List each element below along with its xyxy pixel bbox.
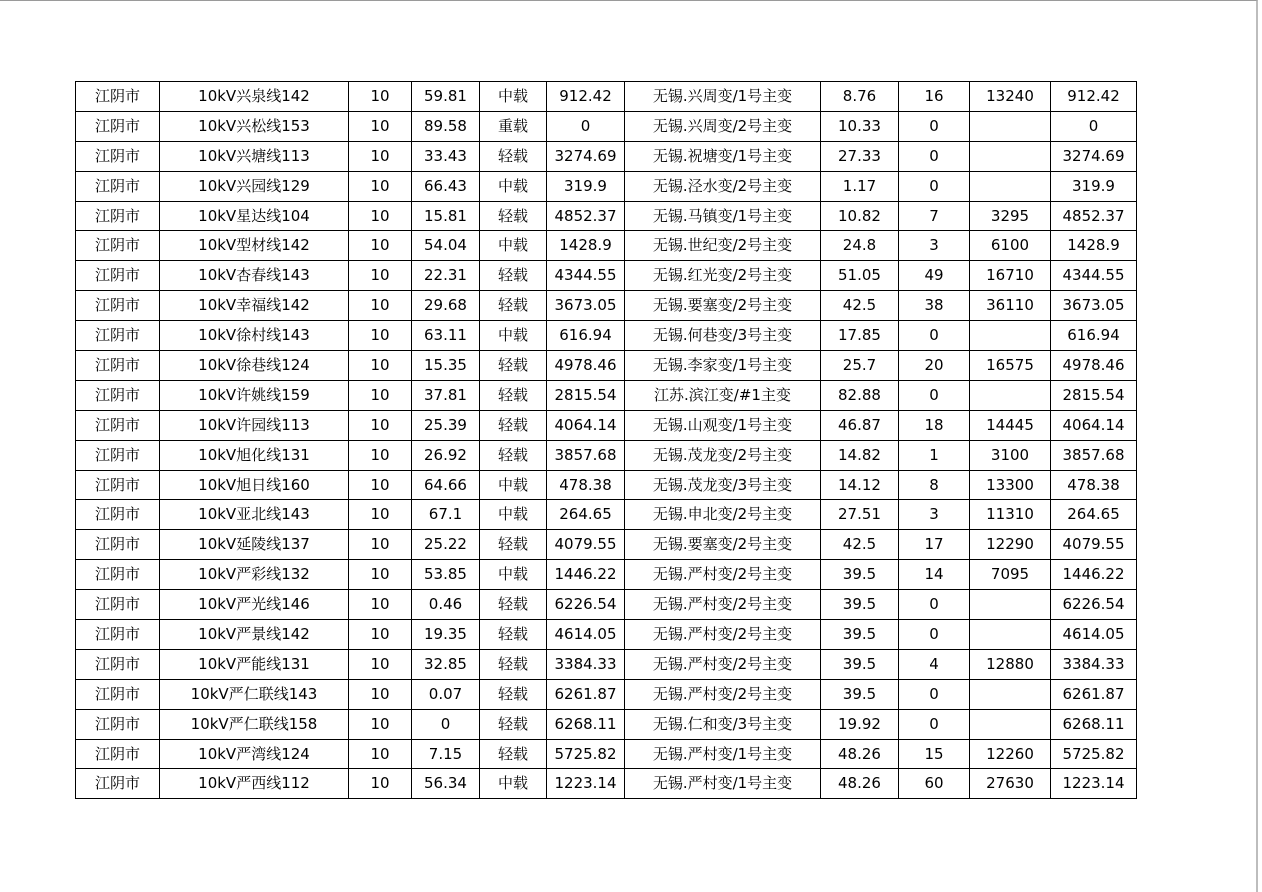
- count-cell: 0: [899, 620, 970, 650]
- line-name-cell: 10kV星达线104: [160, 201, 349, 231]
- transformer-cell: 无锡.茂龙变/3号主变: [625, 470, 821, 500]
- margin-cell: 1446.22: [1051, 560, 1137, 590]
- load-level-cell: 中载: [480, 560, 547, 590]
- load-level-cell: 中载: [480, 82, 547, 112]
- margin-cell: 6268.11: [1051, 709, 1137, 739]
- line-name-cell: 10kV许园线113: [160, 410, 349, 440]
- voltage-cell: 10: [349, 590, 412, 620]
- line-name-cell: 10kV型材线142: [160, 231, 349, 261]
- count-cell: 0: [899, 111, 970, 141]
- voltage-cell: 10: [349, 769, 412, 799]
- available-capacity-cell: 4079.55: [547, 530, 625, 560]
- transformer-load-cell: 46.87: [821, 410, 899, 440]
- count-cell: 14: [899, 560, 970, 590]
- available-capacity-cell: 912.42: [547, 82, 625, 112]
- count-cell: 0: [899, 141, 970, 171]
- load-rate-cell: 0.07: [412, 679, 480, 709]
- line-name-cell: 10kV徐村线143: [160, 321, 349, 351]
- table-body: [76, 82, 1137, 799]
- voltage-cell: 10: [349, 739, 412, 769]
- table-row: [76, 679, 1137, 709]
- load-rate-cell: 25.39: [412, 410, 480, 440]
- table-row: [76, 620, 1137, 650]
- available-capacity-cell: 0: [547, 111, 625, 141]
- table-row: [76, 351, 1137, 381]
- transformer-cell: 无锡.祝塘变/1号主变: [625, 141, 821, 171]
- load-rate-cell: 15.35: [412, 351, 480, 381]
- line-name-cell: 10kV徐巷线124: [160, 351, 349, 381]
- capacity-cell: 12260: [970, 739, 1051, 769]
- line-name-cell: 10kV旭日线160: [160, 470, 349, 500]
- load-level-cell: 轻载: [480, 410, 547, 440]
- margin-cell: 4614.05: [1051, 620, 1137, 650]
- city-cell: 江阴市: [76, 769, 160, 799]
- load-rate-cell: 7.15: [412, 739, 480, 769]
- city-cell: 江阴市: [76, 470, 160, 500]
- capacity-cell: 13300: [970, 470, 1051, 500]
- table-row: [76, 82, 1137, 112]
- available-capacity-cell: 4064.14: [547, 410, 625, 440]
- line-name-cell: 10kV幸福线142: [160, 291, 349, 321]
- load-level-cell: 轻载: [480, 679, 547, 709]
- count-cell: 0: [899, 321, 970, 351]
- available-capacity-cell: 1446.22: [547, 560, 625, 590]
- capacity-cell: 27630: [970, 769, 1051, 799]
- transformer-cell: 无锡.要塞变/2号主变: [625, 291, 821, 321]
- transformer-load-cell: 82.88: [821, 380, 899, 410]
- load-level-cell: 轻载: [480, 649, 547, 679]
- city-cell: 江阴市: [76, 351, 160, 381]
- load-rate-cell: 0.46: [412, 590, 480, 620]
- load-rate-cell: 33.43: [412, 141, 480, 171]
- load-level-cell: 中载: [480, 231, 547, 261]
- margin-cell: 4852.37: [1051, 201, 1137, 231]
- margin-cell: 4079.55: [1051, 530, 1137, 560]
- load-rate-cell: 67.1: [412, 500, 480, 530]
- margin-cell: 4978.46: [1051, 351, 1137, 381]
- line-name-cell: 10kV严彩线132: [160, 560, 349, 590]
- table-row: [76, 470, 1137, 500]
- available-capacity-cell: 4614.05: [547, 620, 625, 650]
- city-cell: 江阴市: [76, 500, 160, 530]
- count-cell: 1: [899, 440, 970, 470]
- transformer-load-cell: 8.76: [821, 82, 899, 112]
- load-rate-cell: 29.68: [412, 291, 480, 321]
- voltage-cell: 10: [349, 201, 412, 231]
- table-row: [76, 530, 1137, 560]
- transformer-cell: 无锡.世纪变/2号主变: [625, 231, 821, 261]
- city-cell: 江阴市: [76, 440, 160, 470]
- load-rate-cell: 64.66: [412, 470, 480, 500]
- count-cell: 8: [899, 470, 970, 500]
- load-level-cell: 轻载: [480, 141, 547, 171]
- transformer-load-cell: 27.51: [821, 500, 899, 530]
- available-capacity-cell: 4344.55: [547, 261, 625, 291]
- voltage-cell: 10: [349, 261, 412, 291]
- city-cell: 江阴市: [76, 679, 160, 709]
- capacity-cell: 16575: [970, 351, 1051, 381]
- transformer-load-cell: 27.33: [821, 141, 899, 171]
- voltage-cell: 10: [349, 709, 412, 739]
- capacity-cell: [970, 141, 1051, 171]
- table-row: [76, 410, 1137, 440]
- transformer-load-cell: 42.5: [821, 291, 899, 321]
- transformer-cell: 无锡.申北变/2号主变: [625, 500, 821, 530]
- load-rate-cell: 56.34: [412, 769, 480, 799]
- city-cell: 江阴市: [76, 590, 160, 620]
- transformer-load-cell: 39.5: [821, 590, 899, 620]
- count-cell: 20: [899, 351, 970, 381]
- count-cell: 3: [899, 231, 970, 261]
- city-cell: 江阴市: [76, 291, 160, 321]
- count-cell: 49: [899, 261, 970, 291]
- city-cell: 江阴市: [76, 739, 160, 769]
- load-rate-cell: 32.85: [412, 649, 480, 679]
- transformer-cell: 无锡.严村变/2号主变: [625, 620, 821, 650]
- count-cell: 60: [899, 769, 970, 799]
- line-name-cell: 10kV许姚线159: [160, 380, 349, 410]
- margin-cell: 6261.87: [1051, 679, 1137, 709]
- capacity-cell: 11310: [970, 500, 1051, 530]
- transformer-load-cell: 1.17: [821, 171, 899, 201]
- line-name-cell: 10kV兴泉线142: [160, 82, 349, 112]
- table-row: [76, 649, 1137, 679]
- transformer-cell: 无锡.严村变/2号主变: [625, 649, 821, 679]
- capacity-cell: 13240: [970, 82, 1051, 112]
- capacity-cell: [970, 679, 1051, 709]
- load-level-cell: 轻载: [480, 351, 547, 381]
- city-cell: 江阴市: [76, 380, 160, 410]
- city-cell: 江阴市: [76, 82, 160, 112]
- line-name-cell: 10kV亚北线143: [160, 500, 349, 530]
- count-cell: 0: [899, 679, 970, 709]
- transformer-cell: 无锡.泾水变/2号主变: [625, 171, 821, 201]
- margin-cell: 1428.9: [1051, 231, 1137, 261]
- load-level-cell: 轻载: [480, 739, 547, 769]
- transformer-cell: 无锡.严村变/1号主变: [625, 769, 821, 799]
- load-rate-cell: 26.92: [412, 440, 480, 470]
- transformer-load-cell: 48.26: [821, 769, 899, 799]
- margin-cell: 3673.05: [1051, 291, 1137, 321]
- transformer-cell: 无锡.茂龙变/2号主变: [625, 440, 821, 470]
- voltage-cell: 10: [349, 171, 412, 201]
- line-name-cell: 10kV严湾线124: [160, 739, 349, 769]
- city-cell: 江阴市: [76, 709, 160, 739]
- count-cell: 0: [899, 171, 970, 201]
- voltage-cell: 10: [349, 380, 412, 410]
- load-level-cell: 轻载: [480, 590, 547, 620]
- table-row: [76, 769, 1137, 799]
- count-cell: 3: [899, 500, 970, 530]
- voltage-cell: 10: [349, 560, 412, 590]
- line-name-cell: 10kV杏春线143: [160, 261, 349, 291]
- capacity-cell: 7095: [970, 560, 1051, 590]
- capacity-cell: 12290: [970, 530, 1051, 560]
- available-capacity-cell: 6268.11: [547, 709, 625, 739]
- margin-cell: 4064.14: [1051, 410, 1137, 440]
- load-level-cell: 轻载: [480, 291, 547, 321]
- transformer-load-cell: 14.12: [821, 470, 899, 500]
- voltage-cell: 10: [349, 649, 412, 679]
- margin-cell: 616.94: [1051, 321, 1137, 351]
- margin-cell: 4344.55: [1051, 261, 1137, 291]
- capacity-cell: [970, 620, 1051, 650]
- margin-cell: 6226.54: [1051, 590, 1137, 620]
- load-rate-cell: 63.11: [412, 321, 480, 351]
- load-level-cell: 轻载: [480, 440, 547, 470]
- transformer-load-cell: 14.82: [821, 440, 899, 470]
- transformer-load-cell: 19.92: [821, 709, 899, 739]
- transformer-cell: 江苏.滨江变/#1主变: [625, 380, 821, 410]
- capacity-cell: 3295: [970, 201, 1051, 231]
- available-capacity-cell: 1223.14: [547, 769, 625, 799]
- margin-cell: 2815.54: [1051, 380, 1137, 410]
- voltage-cell: 10: [349, 82, 412, 112]
- voltage-cell: 10: [349, 351, 412, 381]
- transformer-cell: 无锡.李家变/1号主变: [625, 351, 821, 381]
- table-row: [76, 321, 1137, 351]
- available-capacity-cell: 616.94: [547, 321, 625, 351]
- transformer-load-cell: 39.5: [821, 620, 899, 650]
- transformer-cell: 无锡.严村变/2号主变: [625, 560, 821, 590]
- available-capacity-cell: 4852.37: [547, 201, 625, 231]
- load-rate-cell: 15.81: [412, 201, 480, 231]
- city-cell: 江阴市: [76, 171, 160, 201]
- available-capacity-cell: 3857.68: [547, 440, 625, 470]
- transformer-cell: 无锡.严村变/2号主变: [625, 590, 821, 620]
- line-name-cell: 10kV兴松线153: [160, 111, 349, 141]
- load-rate-cell: 25.22: [412, 530, 480, 560]
- transformer-cell: 无锡.要塞变/2号主变: [625, 530, 821, 560]
- capacity-cell: [970, 709, 1051, 739]
- margin-cell: 319.9: [1051, 171, 1137, 201]
- margin-cell: 5725.82: [1051, 739, 1137, 769]
- table-row: [76, 111, 1137, 141]
- table-row: [76, 201, 1137, 231]
- city-cell: 江阴市: [76, 261, 160, 291]
- capacity-cell: 12880: [970, 649, 1051, 679]
- load-level-cell: 轻载: [480, 620, 547, 650]
- feeder-load-table: [75, 81, 1137, 799]
- capacity-cell: 14445: [970, 410, 1051, 440]
- table-row: [76, 590, 1137, 620]
- load-rate-cell: 37.81: [412, 380, 480, 410]
- transformer-load-cell: 39.5: [821, 679, 899, 709]
- voltage-cell: 10: [349, 620, 412, 650]
- table-row: [76, 380, 1137, 410]
- capacity-cell: [970, 590, 1051, 620]
- available-capacity-cell: 319.9: [547, 171, 625, 201]
- load-level-cell: 重载: [480, 111, 547, 141]
- load-rate-cell: 54.04: [412, 231, 480, 261]
- transformer-load-cell: 10.33: [821, 111, 899, 141]
- transformer-load-cell: 39.5: [821, 649, 899, 679]
- line-name-cell: 10kV严西线112: [160, 769, 349, 799]
- voltage-cell: 10: [349, 231, 412, 261]
- transformer-cell: 无锡.兴周变/1号主变: [625, 82, 821, 112]
- line-name-cell: 10kV兴塘线113: [160, 141, 349, 171]
- line-name-cell: 10kV旭化线131: [160, 440, 349, 470]
- available-capacity-cell: 2815.54: [547, 380, 625, 410]
- table-row: [76, 440, 1137, 470]
- table-row: [76, 231, 1137, 261]
- line-name-cell: 10kV严仁联线143: [160, 679, 349, 709]
- margin-cell: 3274.69: [1051, 141, 1137, 171]
- voltage-cell: 10: [349, 679, 412, 709]
- table-row: [76, 261, 1137, 291]
- city-cell: 江阴市: [76, 410, 160, 440]
- table-row: [76, 560, 1137, 590]
- transformer-load-cell: 25.7: [821, 351, 899, 381]
- available-capacity-cell: 5725.82: [547, 739, 625, 769]
- load-level-cell: 中载: [480, 171, 547, 201]
- load-rate-cell: 22.31: [412, 261, 480, 291]
- available-capacity-cell: 3384.33: [547, 649, 625, 679]
- transformer-load-cell: 10.82: [821, 201, 899, 231]
- capacity-cell: [970, 380, 1051, 410]
- margin-cell: 912.42: [1051, 82, 1137, 112]
- available-capacity-cell: 478.38: [547, 470, 625, 500]
- available-capacity-cell: 264.65: [547, 500, 625, 530]
- line-name-cell: 10kV严光线146: [160, 590, 349, 620]
- load-level-cell: 中载: [480, 321, 547, 351]
- transformer-cell: 无锡.仁和变/3号主变: [625, 709, 821, 739]
- margin-cell: 1223.14: [1051, 769, 1137, 799]
- load-rate-cell: 53.85: [412, 560, 480, 590]
- margin-cell: 3857.68: [1051, 440, 1137, 470]
- transformer-load-cell: 51.05: [821, 261, 899, 291]
- city-cell: 江阴市: [76, 620, 160, 650]
- load-level-cell: 中载: [480, 769, 547, 799]
- capacity-cell: 36110: [970, 291, 1051, 321]
- count-cell: 15: [899, 739, 970, 769]
- capacity-cell: [970, 111, 1051, 141]
- count-cell: 17: [899, 530, 970, 560]
- voltage-cell: 10: [349, 291, 412, 321]
- load-rate-cell: 59.81: [412, 82, 480, 112]
- load-level-cell: 中载: [480, 470, 547, 500]
- margin-cell: 478.38: [1051, 470, 1137, 500]
- load-level-cell: 轻载: [480, 380, 547, 410]
- voltage-cell: 10: [349, 530, 412, 560]
- transformer-cell: 无锡.何巷变/3号主变: [625, 321, 821, 351]
- load-level-cell: 轻载: [480, 201, 547, 231]
- city-cell: 江阴市: [76, 649, 160, 679]
- transformer-load-cell: 17.85: [821, 321, 899, 351]
- available-capacity-cell: 6226.54: [547, 590, 625, 620]
- city-cell: 江阴市: [76, 560, 160, 590]
- capacity-cell: [970, 171, 1051, 201]
- transformer-load-cell: 24.8: [821, 231, 899, 261]
- load-level-cell: 轻载: [480, 530, 547, 560]
- available-capacity-cell: 6261.87: [547, 679, 625, 709]
- city-cell: 江阴市: [76, 141, 160, 171]
- table-row: [76, 141, 1137, 171]
- transformer-cell: 无锡.兴周变/2号主变: [625, 111, 821, 141]
- transformer-cell: 无锡.山观变/1号主变: [625, 410, 821, 440]
- available-capacity-cell: 3274.69: [547, 141, 625, 171]
- transformer-cell: 无锡.严村变/1号主变: [625, 739, 821, 769]
- city-cell: 江阴市: [76, 231, 160, 261]
- transformer-cell: 无锡.马镇变/1号主变: [625, 201, 821, 231]
- transformer-cell: 无锡.红光变/2号主变: [625, 261, 821, 291]
- transformer-cell: 无锡.严村变/2号主变: [625, 679, 821, 709]
- table-row: [76, 291, 1137, 321]
- count-cell: 0: [899, 590, 970, 620]
- table-row: [76, 171, 1137, 201]
- margin-cell: 264.65: [1051, 500, 1137, 530]
- capacity-cell: 3100: [970, 440, 1051, 470]
- count-cell: 0: [899, 380, 970, 410]
- voltage-cell: 10: [349, 470, 412, 500]
- line-name-cell: 10kV严景线142: [160, 620, 349, 650]
- load-level-cell: 轻载: [480, 709, 547, 739]
- line-name-cell: 10kV兴园线129: [160, 171, 349, 201]
- voltage-cell: 10: [349, 321, 412, 351]
- city-cell: 江阴市: [76, 321, 160, 351]
- load-rate-cell: 89.58: [412, 111, 480, 141]
- transformer-load-cell: 42.5: [821, 530, 899, 560]
- capacity-cell: 16710: [970, 261, 1051, 291]
- count-cell: 7: [899, 201, 970, 231]
- table-row: [76, 709, 1137, 739]
- voltage-cell: 10: [349, 500, 412, 530]
- count-cell: 18: [899, 410, 970, 440]
- city-cell: 江阴市: [76, 201, 160, 231]
- voltage-cell: 10: [349, 440, 412, 470]
- voltage-cell: 10: [349, 410, 412, 440]
- load-rate-cell: 66.43: [412, 171, 480, 201]
- capacity-cell: 6100: [970, 231, 1051, 261]
- transformer-load-cell: 39.5: [821, 560, 899, 590]
- voltage-cell: 10: [349, 141, 412, 171]
- city-cell: 江阴市: [76, 111, 160, 141]
- table-row: [76, 739, 1137, 769]
- city-cell: 江阴市: [76, 530, 160, 560]
- count-cell: 4: [899, 649, 970, 679]
- load-level-cell: 中载: [480, 500, 547, 530]
- count-cell: 38: [899, 291, 970, 321]
- available-capacity-cell: 4978.46: [547, 351, 625, 381]
- margin-cell: 3384.33: [1051, 649, 1137, 679]
- line-name-cell: 10kV严能线131: [160, 649, 349, 679]
- table-row: [76, 500, 1137, 530]
- load-level-cell: 轻载: [480, 261, 547, 291]
- load-rate-cell: 19.35: [412, 620, 480, 650]
- count-cell: 16: [899, 82, 970, 112]
- available-capacity-cell: 1428.9: [547, 231, 625, 261]
- margin-cell: 0: [1051, 111, 1137, 141]
- capacity-cell: [970, 321, 1051, 351]
- available-capacity-cell: 3673.05: [547, 291, 625, 321]
- line-name-cell: 10kV严仁联线158: [160, 709, 349, 739]
- voltage-cell: 10: [349, 111, 412, 141]
- count-cell: 0: [899, 709, 970, 739]
- transformer-load-cell: 48.26: [821, 739, 899, 769]
- line-name-cell: 10kV延陵线137: [160, 530, 349, 560]
- load-rate-cell: 0: [412, 709, 480, 739]
